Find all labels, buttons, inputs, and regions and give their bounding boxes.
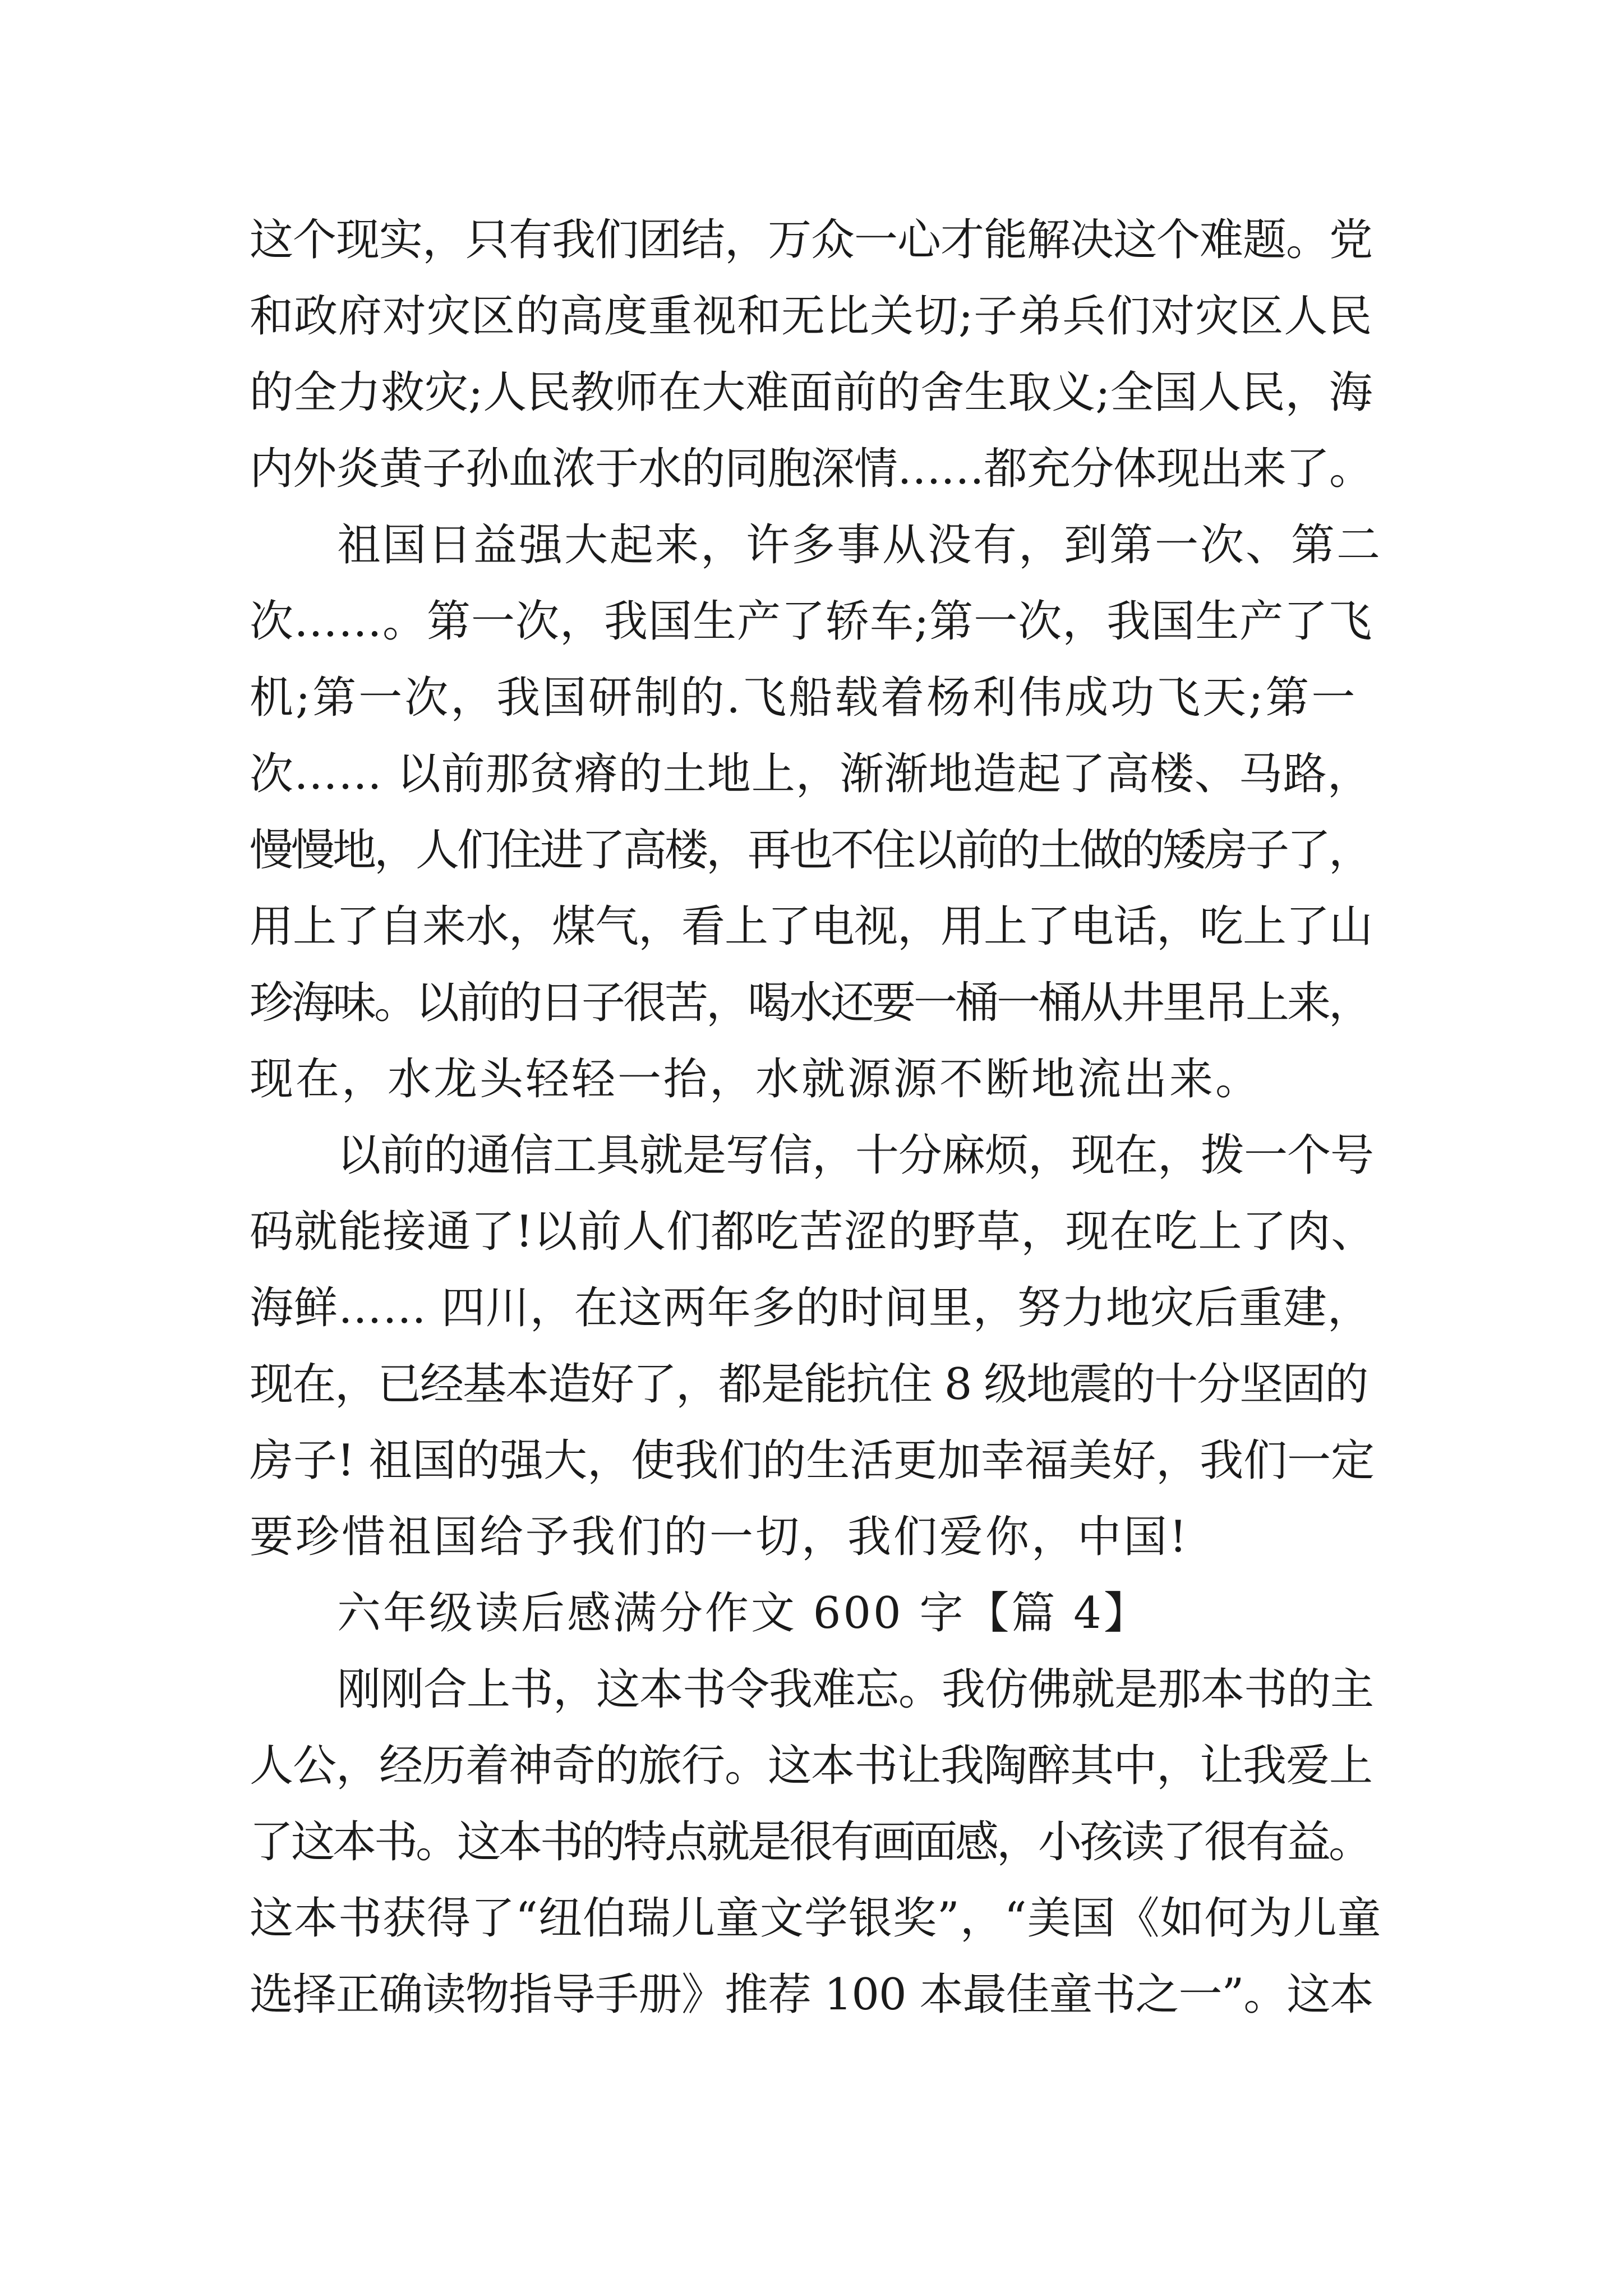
text-line: 用上了自来水，煤气，看上了电视，用上了电话，吃上了山 bbox=[250, 901, 1373, 952]
text-line: 珍海味。以前的日子很苦，喝水还要一桶一桶从井里吊上来， bbox=[250, 978, 1371, 1028]
text-line: 刚刚合上书，这本书令我难忘。我仿佛就是那本书的主 bbox=[337, 1664, 1374, 1715]
text-line: 的全力救灾;人民教师在大难面前的舍生取义;全国人民，海 bbox=[250, 367, 1373, 418]
text-line: 祖国日益强大起来，许多事从没有，到第一次、第二 bbox=[337, 520, 1382, 570]
text-line: 人公，经历着神奇的旅行。这本书让我陶醉其中，让我爱上 bbox=[250, 1741, 1373, 1791]
text-line: 了这本书。这本书的特点就是很有画面感，小孩读了很有益。 bbox=[250, 1817, 1371, 1867]
text-line: 机;第一次，我国研制的.飞船载着杨利伟成功飞天;第一 bbox=[250, 673, 1358, 723]
text-line: 码就能接通了!以前人们都吃苦涩的野草，现在吃上了肉、 bbox=[250, 1207, 1376, 1257]
text-line: 现在，水龙头轻轻一抬，水就源源不断地流出来。 bbox=[250, 1054, 1262, 1105]
text-line: 海鲜…… 四川，在这两年多的时间里，努力地灾后重建， bbox=[250, 1283, 1372, 1333]
text-line: 慢慢地，人们住进了高楼，再也不住以前的土做的矮房子了， bbox=[250, 825, 1371, 876]
text-line: 次…… 以前那贫瘠的土地上，渐渐地造起了高楼、马路， bbox=[250, 749, 1372, 799]
text-line: 选择正确读物指导手册》推荐 100 本最佳童书之一”。这本 bbox=[250, 1970, 1373, 2020]
text-line: 和政府对灾区的高度重视和无比关切;子弟兵们对灾区人民 bbox=[250, 291, 1373, 342]
text-line: 内外炎黄子孙血浓于水的同胞深情……都充分体现出来了。 bbox=[250, 444, 1373, 494]
text-line: 要珍惜祖国给予我们的一切，我们爱你，中国! bbox=[250, 1512, 1189, 1562]
text-line: 现在，已经基本造好了，都是能抗住 8 级地震的十分坚固的 bbox=[250, 1359, 1368, 1410]
document-body bbox=[250, 202, 1382, 2033]
text-line: 这本书获得了“纽伯瑞儿童文学银奖”，“美国《如何为儿童 bbox=[250, 1893, 1382, 1944]
text-line: 六年级读后感满分作文 600 字【篇 4】 bbox=[337, 1588, 1150, 1639]
text-line: 房子! 祖国的强大，使我们的生活更加幸福美好，我们一定 bbox=[250, 1435, 1375, 1486]
text-line: 次……。第一次，我国生产了轿车;第一次，我国生产了飞 bbox=[250, 596, 1373, 647]
text-line: 这个现实，只有我们团结，万众一心才能解决这个难题。党 bbox=[250, 215, 1373, 265]
text-line: 以前的通信工具就是写信，十分麻烦，现在，拨一个号 bbox=[337, 1130, 1374, 1181]
